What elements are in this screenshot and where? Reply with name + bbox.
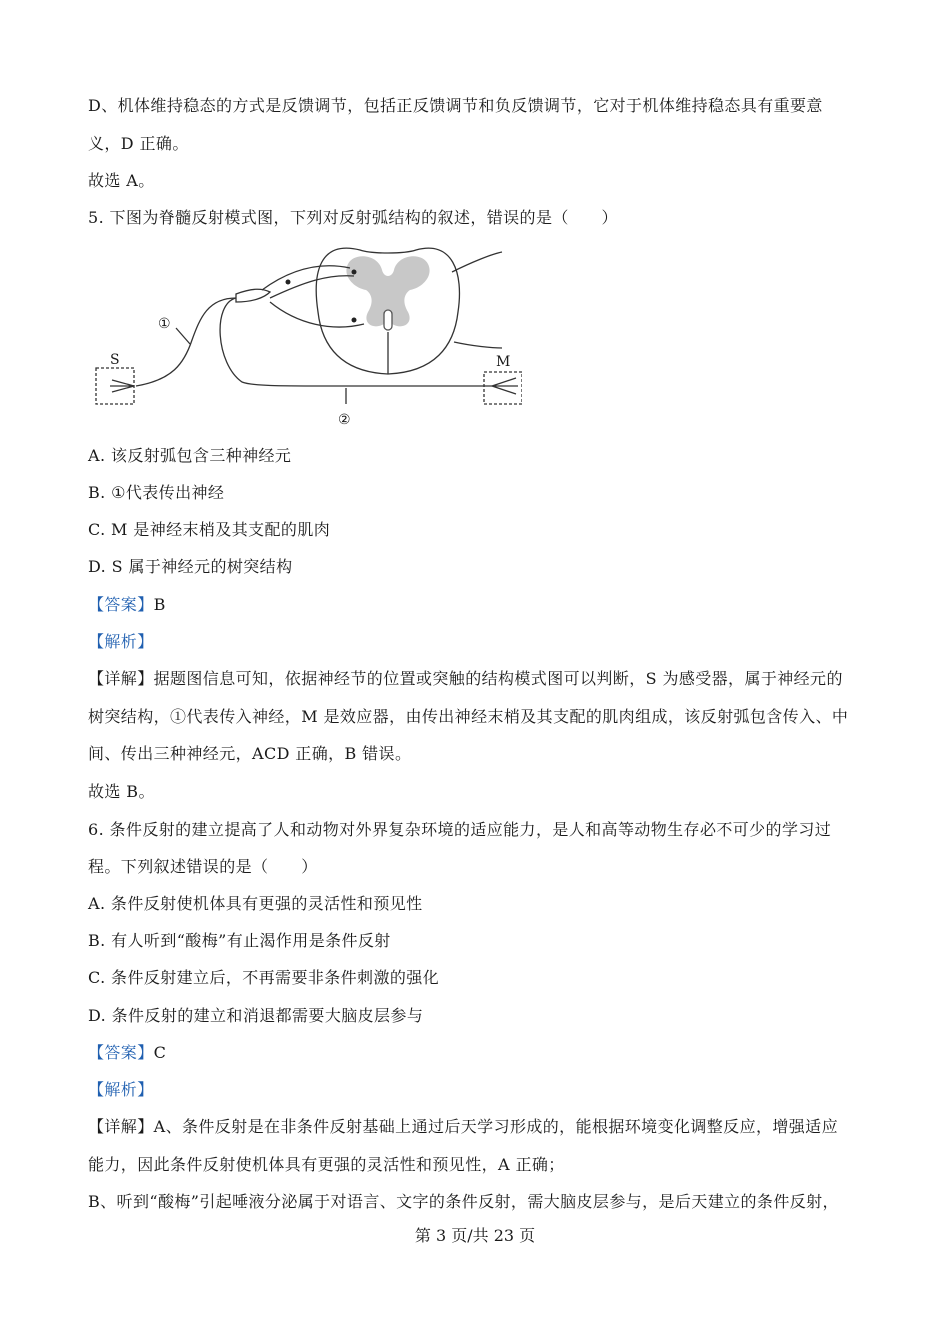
label-2: ②: [338, 412, 351, 428]
answer-tag: 【答案】: [88, 595, 154, 614]
neuron-dot: [286, 280, 291, 285]
efferent-fiber: [220, 298, 492, 386]
central-canal: [384, 310, 392, 330]
label-m: M: [496, 354, 511, 370]
option-b: B. ①代表传出神经: [88, 483, 225, 502]
option-c: C. M 是神经末梢及其支配的肌肉: [88, 520, 331, 539]
detail-line: 间、传出三种神经元，ACD 正确，B 错误。: [88, 744, 412, 763]
detail-line: 【详解】据题图信息可知，依据神经节的位置或突触的结构模式图可以判断，S 为感受器，属于神经元的: [88, 669, 843, 688]
conclusion: 故选 B。: [88, 782, 155, 801]
option-a: A. 该反射弧包含三种神经元: [88, 446, 292, 465]
detail-tag: 【详解】: [88, 1117, 154, 1136]
paragraph-line: 义，D 正确。: [88, 134, 189, 153]
neuron-dot: [352, 270, 357, 275]
label-1: ①: [158, 316, 171, 332]
spinal-reflex-diagram: [92, 232, 522, 432]
paragraph-line: D、机体维持稳态的方式是反馈调节，包括正反馈调节和负反馈调节，它对于机体维持稳态具有重要意: [88, 96, 823, 115]
answer-tag: 【答案】: [88, 1043, 154, 1062]
answer-value: C: [153, 1043, 167, 1062]
answer-line: [88, 1043, 166, 1063]
effector-box: [484, 372, 522, 404]
answer-value: B: [153, 595, 166, 614]
dorsal-root: [262, 266, 354, 298]
analysis-tag: 【解析】: [88, 632, 154, 651]
page-footer: 第 3 页/共 23 页: [414, 1226, 536, 1245]
analysis-tag: 【解析】: [88, 1080, 154, 1099]
option-c: C. 条件反射建立后，不再需要非条件刺激的强化: [88, 968, 440, 987]
receptor-endings: [110, 380, 134, 392]
question-6-stem: 程。下列叙述错误的是（ ）: [88, 857, 318, 876]
question-6-stem: 6. 条件反射的建立提高了人和动物对外界复杂环境的适应能力，是人和高等动物生存必不可少的学习过: [88, 820, 832, 839]
paragraph-line: 故选 A。: [88, 171, 155, 190]
detail-line: B、听到“酸梅”引起唾液分泌属于对语言、文字的条件反射，需大脑皮层参与，是后天建立的条件反射，: [88, 1192, 839, 1211]
detail-line: 能力，因此条件反射使机体具有更强的灵活性和预见性，A 正确；: [88, 1155, 565, 1174]
label-s: S: [110, 352, 120, 368]
neuron-dot: [352, 318, 357, 323]
option-b: B. 有人听到“酸梅”有止渴作用是条件反射: [88, 931, 391, 950]
detail-tag: 【详解】: [88, 669, 154, 688]
effector-endings: [492, 378, 518, 394]
option-a: A. 条件反射使机体具有更强的灵活性和预见性: [88, 894, 423, 913]
answer-line: [88, 595, 166, 615]
detail-line: 树突结构，①代表传入神经，M 是效应器，由传出神经末梢及其支配的肌肉组成，该反射弧包含传入、中: [88, 707, 849, 726]
option-d: D. 条件反射的建立和消退都需要大脑皮层参与: [88, 1006, 424, 1025]
option-d: D. S 属于神经元的树突结构: [88, 557, 293, 576]
question-5-stem: 5. 下图为脊髓反射模式图，下列对反射弧结构的叙述，错误的是（ ）: [88, 208, 618, 227]
spinal-ganglion: [236, 289, 270, 302]
detail-line: 【详解】A、条件反射是在非条件反射基础上通过后天学习形成的，能根据环境变化调整反应，增强适应: [88, 1117, 838, 1136]
